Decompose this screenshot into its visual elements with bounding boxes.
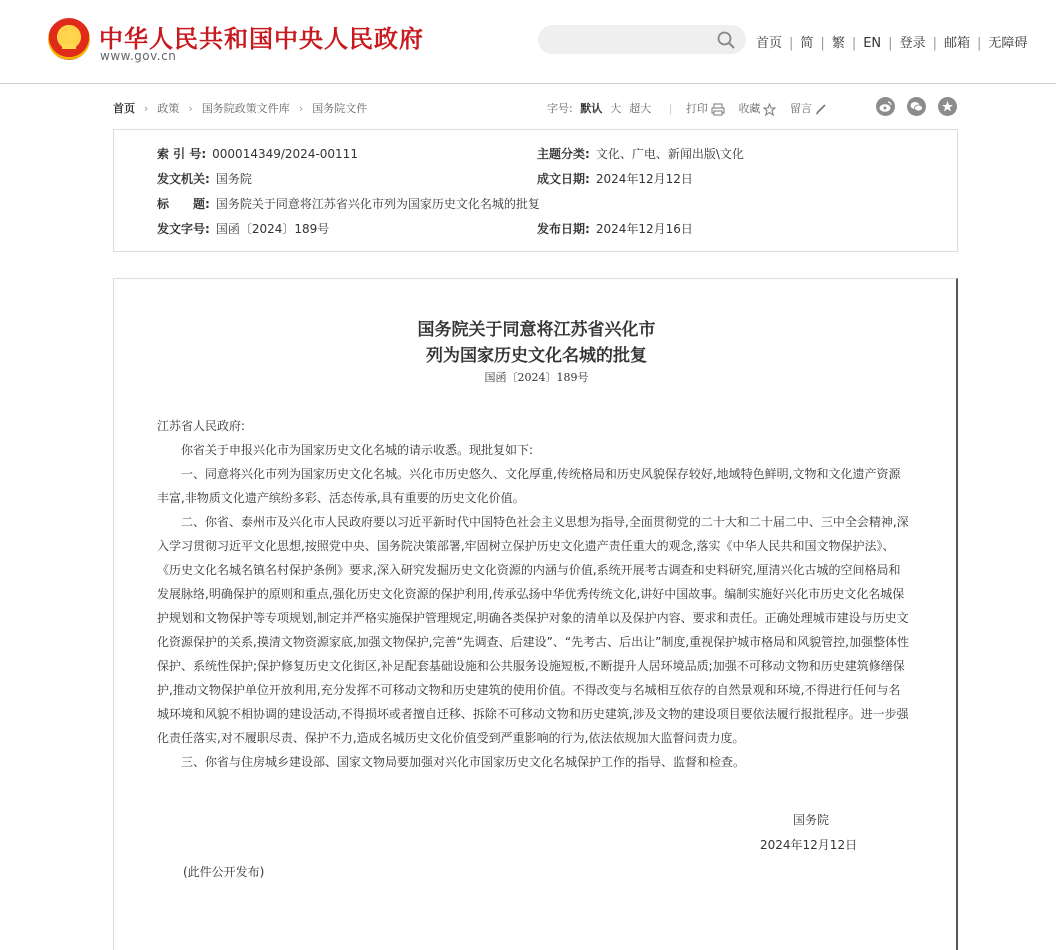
meta-topic-key: 主题分类: <box>537 147 590 161</box>
national-emblem-icon[interactable] <box>48 18 90 60</box>
meta-written-key: 成文日期: <box>537 172 590 186</box>
article-toolbar <box>547 100 827 116</box>
chevron-right-icon: › <box>298 102 304 115</box>
print-button[interactable] <box>686 102 725 115</box>
paragraph: 二、你省、泰州市及兴化市人民政府要以习近平新时代中国特色社会主义思想为指导,全面贯彻党的二十大和二十届二中、三中全会精神,深入学习贯彻习近平文化思想,按照党中央、国务院决策部署,牢固树立保护历史文化遗产责任重大的观念,落实《中华人民共和国文物保护法》、《历史文化名城名镇名村保护条例》要求,深入研究发掘历史文化资源的内涵与价值,系统开展考古调查和史料研究,厘清兴化古城的空间格局和发展脉络,明确保护的原则和重点,强化历史文化资源的保护利用,传承弘扬中华优秀传统文化,讲好中国故事。编制实施好兴化市历史文化名城保护规划和文物保护等专项规划,制定并严格实施保护管理规定,明确各类保护对象的清单以及保护内容、要求和责任。正确处理城市建设与历史文化资源保护的关系,摸清文物资源家底,加强文物保护,完善“先调查、后建设”、“先考古、后出让”制度,重视保护城市格局和风貌管控,加强整体性保护、系统性保护;保护修复历史文化街区,补足配套基础设施和公共服务设施短板,不断提升人居环境品质;加强不可移动文物和历史建筑修缮保护,推动文物保护单位开放利用,充分发挥不可移动文物和历史建筑的使用价值。不得改变与名城相互依存的自然景观和环境,不得进行任何与名城环境和风貌不相协调的建设活动,不得损坏或者擅自迁移、拆除不可移动文物和历史建筑,涉及文物的建设项目要依法履行报批程序。进一步强化责任落实,对不履职尽责、保护不力,造成名城历史文化价值受到严重影响的行为,依法依规加大监督问责力度。 <box>157 515 909 745</box>
search-input[interactable] <box>552 30 712 50</box>
meta-published-date <box>537 220 693 237</box>
breadcrumb-policy-library[interactable]: 国务院政策文件库 <box>201 102 290 115</box>
sign-date: 2024年12月12日 <box>760 838 858 852</box>
link-simplified[interactable]: 简 <box>800 36 814 51</box>
pencil-icon <box>815 103 827 115</box>
site-header <box>0 0 1056 84</box>
link-mail[interactable]: 邮箱 <box>943 36 970 51</box>
breadcrumb <box>113 100 367 116</box>
comment-button[interactable] <box>790 102 827 115</box>
link-accessibility[interactable]: 无障碍 <box>988 36 1028 51</box>
breadcrumb-state-council-docs[interactable]: 国务院文件 <box>312 102 368 115</box>
link-traditional[interactable]: 繁 <box>831 36 845 51</box>
separator: | <box>888 36 893 51</box>
article-body <box>113 278 958 950</box>
salutation: 江苏省人民政府: <box>157 419 246 433</box>
font-size-xlarge[interactable]: 超大 <box>629 102 652 115</box>
meta-issuer <box>157 170 252 187</box>
article-doc-number: 国函〔2024〕189号 <box>484 371 589 384</box>
publication-note: (此件公开发布) <box>183 865 265 879</box>
separator: | <box>932 36 937 51</box>
meta-docno-value: 国函〔2024〕189号 <box>215 222 330 236</box>
meta-index <box>157 145 358 162</box>
favorite-label: 收藏 <box>738 102 761 115</box>
font-size-label: 字号: <box>547 102 573 115</box>
meta-doc-number <box>157 220 329 237</box>
paragraph: 一、同意将兴化市列为国家历史文化名城。兴化市历史悠久、文化厚重,传统格局和历史风貌保存较好,地域特色鲜明,文物和文化遗产资源丰富,非物质文化遗产缤纷多彩、活态传承,具有重要的历史文化价值。 <box>157 467 901 505</box>
separator: | <box>851 36 857 51</box>
star-icon <box>763 103 776 116</box>
meta-published-key: 发布日期: <box>537 222 590 236</box>
meta-published-value: 2024年12月16日 <box>595 222 693 236</box>
meta-title-key: 标 题: <box>157 197 210 211</box>
search-box[interactable] <box>538 25 746 54</box>
article-title-line-2: 列为国家历史文化名城的批复 <box>426 346 647 366</box>
weibo-icon[interactable] <box>876 97 895 116</box>
document-meta-box <box>113 129 958 252</box>
link-login[interactable]: 登录 <box>899 36 926 51</box>
signature: 国务院 <box>793 813 830 827</box>
font-size-default[interactable]: 默认 <box>580 102 603 115</box>
meta-title <box>157 195 540 212</box>
separator: | <box>820 36 825 51</box>
article-text <box>157 414 910 774</box>
meta-topic-value: 文化、广电、新闻出版\文化 <box>595 147 744 161</box>
divider: | <box>668 102 673 115</box>
print-label: 打印 <box>685 102 708 115</box>
meta-docno-key: 发文字号: <box>157 222 210 236</box>
meta-topic <box>537 145 744 162</box>
meta-index-key: 索 引 号: <box>157 147 207 161</box>
chevron-right-icon: › <box>188 102 193 115</box>
separator: | <box>976 36 982 51</box>
comment-label: 留言 <box>789 102 812 115</box>
breadcrumb-policy[interactable]: 政策 <box>157 102 180 115</box>
meta-written-value: 2024年12月12日 <box>595 172 693 186</box>
meta-index-value: 000014349/2024-00111 <box>212 147 358 161</box>
meta-title-value: 国务院关于同意将江苏省兴化市列为国家历史文化名城的批复 <box>215 197 540 211</box>
article-title-line-1: 国务院关于同意将江苏省兴化市 <box>417 320 656 340</box>
site-title[interactable]: 中华人民共和国中央人民政府 <box>99 25 424 53</box>
meta-issuer-value: 国务院 <box>215 172 252 186</box>
favorite-share-icon[interactable] <box>938 97 957 116</box>
meta-issuer-key: 发文机关: <box>157 172 210 186</box>
printer-icon <box>711 103 725 116</box>
meta-written-date <box>537 170 693 187</box>
search-icon[interactable] <box>716 30 736 50</box>
favorite-button[interactable] <box>738 102 776 115</box>
wechat-icon[interactable] <box>907 97 926 116</box>
site-domain: www.gov.cn <box>100 49 177 63</box>
link-english[interactable]: EN <box>863 36 882 51</box>
chevron-right-icon: › <box>144 102 149 115</box>
breadcrumb-home[interactable]: 首页 <box>113 102 135 115</box>
paragraph: 三、你省与住房城乡建设部、国家文物局要加强对兴化市国家历史文化名城保护工作的指导、监督和检查。 <box>181 755 746 769</box>
top-nav-links <box>756 32 1027 51</box>
separator: | <box>789 36 794 51</box>
paragraph: 你省关于申报兴化市为国家历史文化名城的请示收悉。现批复如下: <box>181 443 534 457</box>
link-home[interactable]: 首页 <box>756 36 783 51</box>
font-size-large[interactable]: 大 <box>610 102 622 115</box>
